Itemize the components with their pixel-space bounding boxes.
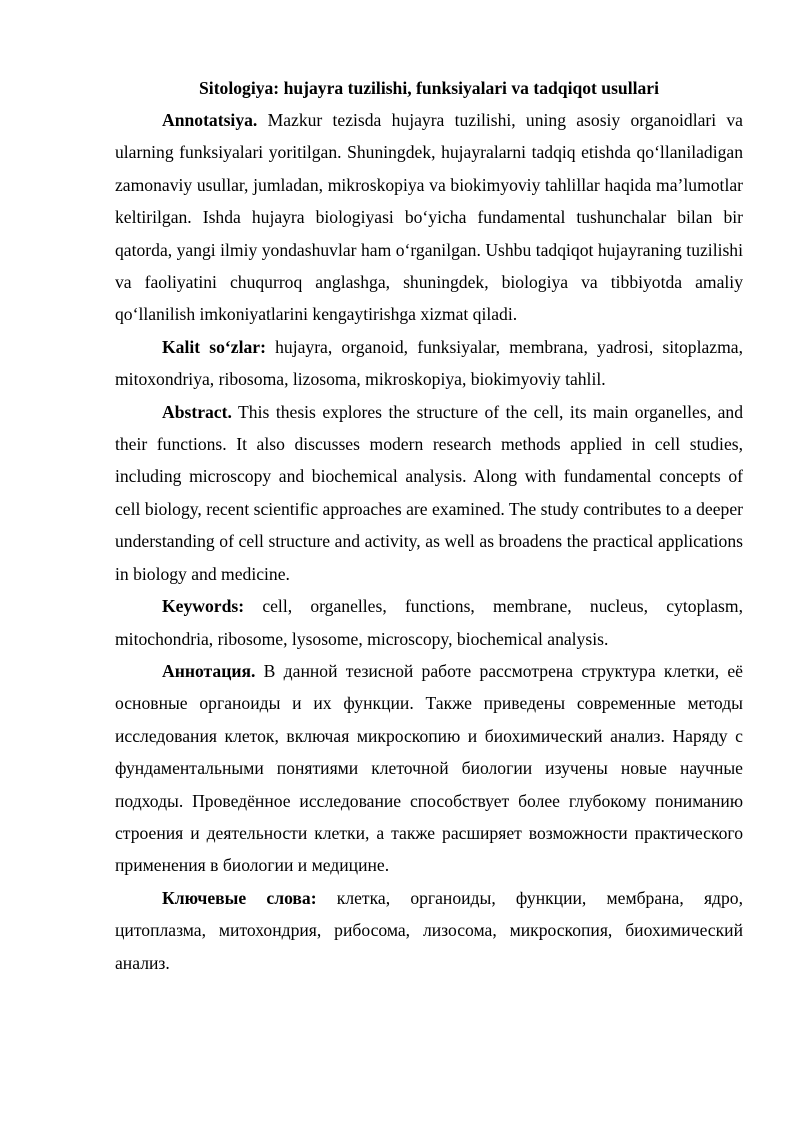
- annotation-ru-paragraph: [115, 655, 743, 882]
- keywords-ru-text: клетка, органоиды, функции, мембрана, ядро, цитоплазма, митохондрия, рибосома, лизосома, микроскопия, биохимический анализ.: [115, 887, 743, 973]
- abstract-en-label: Abstract.: [162, 401, 232, 422]
- annotation-uz-label: Annotatsiya.: [162, 110, 258, 130]
- keywords-uz-paragraph: [115, 331, 743, 396]
- annotation-uz-text: Mazkur tezisda hujayra tuzilishi, uning asosiy organoidlari va ularning funksiyalari yoritilgan. Shuningdek, hujayralarni tadqiq etishda qo‘llaniladigan zamonaviy usullar, jumladan, mikroskopiya va biokimyoviy tahlillar haqida ma’lumotlar keltirilgan. Ishda hujayra biologiyasi bo‘yicha fundamental tushunchalar bilan bir qatorda, yangi ilmiy yondashuvlar ham o‘rganilgan. Ushbu tadqiqot hujayraning tuzilishi va faoliyatini chuqurroq anglashga, shuningdek, biologiya va tibbiyotda amaliy qo‘llanilish imkoniyatlarini kengaytirishga xizmat qiladi.: [115, 110, 743, 325]
- keywords-en-label: Keywords:: [162, 596, 245, 617]
- annotation-uz-paragraph: [115, 104, 743, 331]
- keywords-ru-label: Ключевые слова:: [162, 887, 317, 908]
- annotation-ru-text: В данной тезисной работе рассмотрена структура клетки, её основные органоиды и их функции. Также приведены современные методы исследования клеток, включая микроскопию и биохимический анализ. Наряду с фундаментальными понятиями клеточной биологии изучены новые научные подходы. Проведённое исследование способствует более глубокому пониманию строения и деятельности клетки, а также расширяет возможности практического применения в биологии и медицине.: [115, 660, 743, 876]
- keywords-en-text: cell, organelles, functions, membrane, nucleus, cytoplasm, mitochondria, ribosome, lysosome, microscopy, biochemical analysis.: [115, 596, 743, 649]
- keywords-uz-label: Kalit so‘zlar:: [162, 336, 266, 357]
- abstract-en-paragraph: [115, 396, 743, 590]
- annotation-ru-label: Аннотация.: [162, 660, 256, 681]
- keywords-ru-paragraph: [115, 882, 743, 979]
- keywords-uz-text: hujayra, organoid, funksiyalar, membrana, yadrosi, sitoplazma, mitoxondriya, ribosoma, lizosoma, mikroskopiya, biokimyoviy tahlil.: [115, 336, 743, 390]
- keywords-en-paragraph: [115, 590, 743, 655]
- abstract-en-text: This thesis explores the structure of the cell, its main organelles, and their functions. It also discusses modern research methods applied in cell studies, including microscopy and biochemical analysis. Along with fundamental concepts of cell biology, recent scientific approaches are examined. The study contributes to a deeper understanding of cell structure and activity, as well as broadens the practical applications in biology and medicine.: [115, 401, 743, 584]
- document-title: Sitologiya: hujayra tuzilishi, funksiyalari va tadqiqot usullari: [199, 78, 659, 98]
